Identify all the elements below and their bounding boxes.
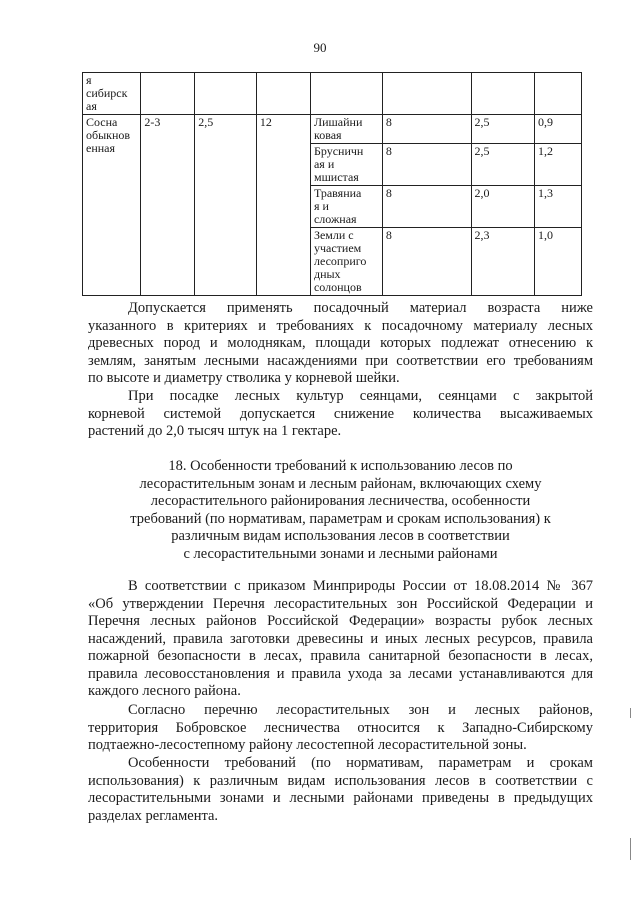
text-line: лесорастительными зонами и лесными районами приведены в предыдущих — [88, 790, 593, 806]
forest-type-cell — [310, 144, 382, 186]
table-row — [83, 73, 582, 115]
text-line: растений до 2,0 тысяч штук на 1 гектаре. — [88, 423, 342, 439]
species-cell — [83, 73, 141, 115]
value-c-cell: 1,3 — [535, 186, 582, 228]
text-line: территория Бобровское лесничества относится к Западно-Сибирскому — [88, 719, 593, 736]
type-line: солонцов — [313, 280, 362, 294]
type-line: участием — [313, 241, 362, 255]
type-line: мшистая — [313, 170, 359, 184]
type-line: Лишайни — [313, 115, 363, 129]
text-line: Перечня лесных районов Российской Федерации» возрасты рубок лесных — [88, 613, 593, 629]
type-line: лесоприго — [313, 254, 367, 268]
species-cell — [83, 115, 141, 296]
forest-type-cell — [310, 228, 382, 296]
text-line: указанного в критериях и требованиях к посадочному материалу лесных — [88, 317, 593, 334]
text-line: Особенности требований (по нормативам, параметрам и срокам — [128, 755, 593, 771]
paragraph-requirements — [88, 755, 593, 825]
table-cell — [471, 73, 535, 115]
species-line: сибирск — [86, 86, 128, 100]
heading-line: различным видам использования лесов в соответствии — [171, 528, 510, 544]
text-line: использования) к различным видам использования лесов в соответствии с — [88, 772, 593, 789]
type-line: я и — [313, 199, 329, 213]
text-line: древесных пород и молоднякам, площади которых подлежат отнесению к — [88, 335, 593, 351]
page-number: 90 — [313, 40, 327, 55]
species-line: я — [86, 73, 92, 87]
paragraph-zone-classification — [88, 702, 593, 755]
type-line: Брусничн — [313, 144, 364, 158]
scan-edge-mark — [630, 838, 631, 860]
heading-line: лесорастительного районирования лесничества, особенности — [150, 493, 531, 509]
heading-line: требований (по нормативам, параметрам и срокам использования) к — [130, 510, 551, 527]
value-c-cell: 0,9 — [535, 115, 582, 144]
heading-line: 18. Особенности требований к использованию лесов по — [168, 458, 513, 474]
heading-line: с лесорастительными зонами и лесными районами — [183, 545, 498, 562]
text-line: корневой системой допускается снижение количества высаживаемых — [88, 405, 593, 422]
text-line: «Об утверждении Перечня лесорастительных зон Российской Федерации и — [88, 595, 593, 612]
paragraph-planting-material — [88, 300, 593, 388]
text-line: пожарной безопасности в лесах, правила санитарной безопасности в лесах, — [88, 648, 593, 664]
text-line: землям, занятым лесными насаждениями при соответствии его требованиям — [88, 352, 593, 369]
planting-standards-table — [82, 72, 582, 296]
text-line: каждого лесного района. — [88, 683, 241, 699]
species-line: Сосна — [86, 115, 118, 129]
type-line: Земли с — [313, 228, 354, 242]
value-a-cell: 8 — [382, 186, 471, 228]
value-cell: 2,5 — [195, 115, 257, 296]
value-c-cell: 1,2 — [535, 144, 582, 186]
table-cell — [382, 73, 471, 115]
text-line: подтаежно-лесостепному району лесостепной лесорастительной зоны. — [88, 737, 527, 753]
text-line: При посадке лесных культур сеянцами, сеянцами с закрытой — [128, 388, 593, 404]
table-cell — [310, 73, 382, 115]
type-line: сложная — [313, 212, 357, 226]
text-line: насаждений, правила заготовки древесины и иных лесных ресурсов, правила — [88, 630, 593, 647]
text-line: правила лесовосстановления и правила ухода за лесами устанавливаются для — [88, 665, 593, 682]
type-line: ковая — [313, 128, 342, 142]
age-cell: 2-3 — [141, 115, 195, 296]
table-cell — [141, 73, 195, 115]
type-line: дных — [313, 267, 341, 281]
type-line: ая и — [313, 157, 335, 171]
paragraph-order-reference — [88, 578, 593, 701]
forest-type-cell — [310, 115, 382, 144]
value-a-cell: 8 — [382, 228, 471, 296]
value-b-cell: 2,5 — [471, 115, 535, 144]
table-row — [83, 115, 582, 144]
text-line: Допускается применять посадочный материал возраста ниже — [128, 300, 593, 316]
heading-line: лесорастительным зонам и лесным районам, включающих схему — [139, 475, 542, 492]
species-line: обыкнов — [86, 128, 131, 142]
value-a-cell: 8 — [382, 144, 471, 186]
value-b-cell: 2,3 — [471, 228, 535, 296]
type-line: Травяниа — [313, 186, 362, 200]
species-line: енная — [86, 141, 116, 155]
text-line: разделах регламента. — [88, 807, 219, 824]
text-line: В соответствии с приказом Минприроды России от 18.08.2014 № 367 — [128, 578, 593, 594]
value-b-cell: 2,5 — [471, 144, 535, 186]
forest-type-cell — [310, 186, 382, 228]
scan-edge-mark — [630, 708, 631, 718]
text-line: по высоте и диаметру стволика у корневой шейки. — [88, 370, 400, 386]
table-cell — [256, 73, 310, 115]
table-cell — [535, 73, 582, 115]
section-heading — [88, 458, 593, 563]
value-c-cell: 1,0 — [535, 228, 582, 296]
value-a-cell: 8 — [382, 115, 471, 144]
number-cell: 12 — [256, 115, 310, 296]
table-cell — [195, 73, 257, 115]
paragraph-seedling-count — [88, 388, 593, 441]
value-b-cell: 2,0 — [471, 186, 535, 228]
species-line: ая — [86, 99, 97, 113]
text-line: Согласно перечню лесорастительных зон и лесных районов, — [128, 702, 593, 718]
